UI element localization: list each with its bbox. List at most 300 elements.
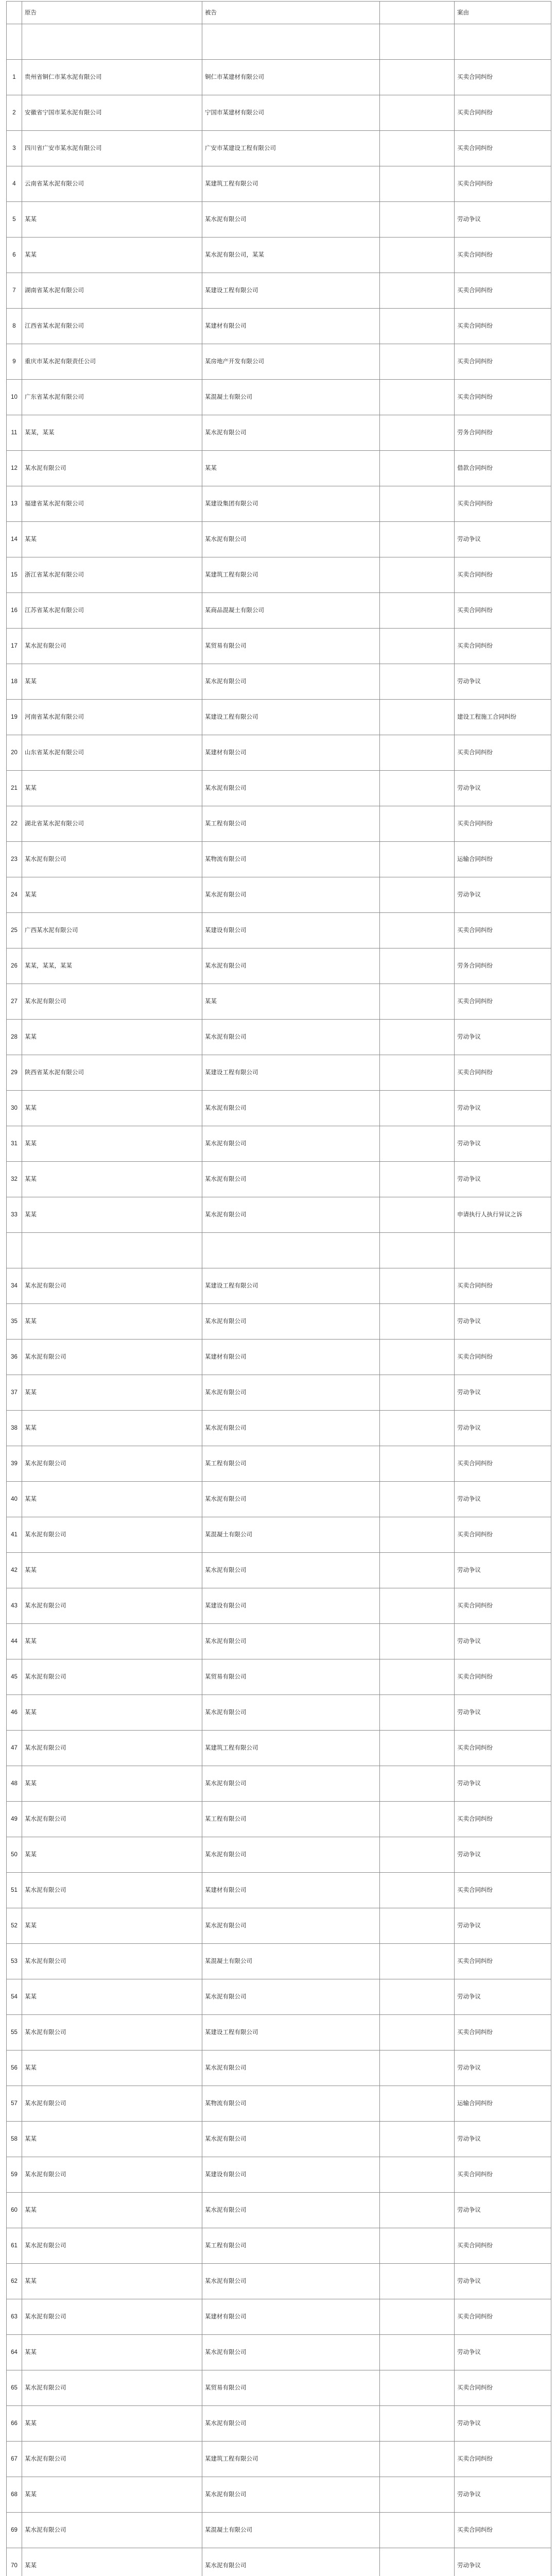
row-number: 58	[7, 2122, 22, 2157]
defendant-cell	[202, 1731, 380, 1766]
plaintiff-cell	[22, 2370, 202, 2406]
plaintiff-cell	[22, 2050, 202, 2086]
cause-cell: 买卖合同纠纷	[455, 166, 551, 202]
plaintiff-cell	[22, 166, 202, 202]
plaintiff-text: 某某	[25, 252, 37, 258]
blank-cell	[380, 1908, 455, 1944]
table-row	[7, 1624, 551, 1659]
defendant-cell	[202, 629, 380, 664]
cause-cell: 劳务合同纠纷	[455, 415, 551, 451]
row-number: 12	[7, 451, 22, 486]
defendant-text: 某水泥有限公司	[205, 679, 247, 685]
plaintiff-text: 某水泥有限公司	[25, 1816, 66, 1822]
cause-cell: 劳动争议	[455, 1304, 551, 1340]
plaintiff-cell	[22, 1659, 202, 1695]
plaintiff-cell	[22, 700, 202, 735]
defendant-text: 某商品混凝土有限公司	[205, 607, 264, 614]
cause-cell: 劳动争议	[455, 1624, 551, 1659]
defendant-text: 某水泥有限公司	[205, 1141, 247, 1147]
table-row	[7, 1659, 551, 1695]
cause-cell: 劳动争议	[455, 2406, 551, 2442]
cause-cell: 买卖合同纠纷	[455, 380, 551, 415]
cause-cell: 劳动争议	[455, 877, 551, 913]
table-row	[7, 95, 551, 131]
plaintiff-text: 某水泥有限公司	[25, 2172, 66, 2178]
cause-cell: 劳动争议	[455, 1766, 551, 1802]
blank-cell	[380, 1482, 455, 1517]
defendant-cell	[202, 2370, 380, 2406]
defendant-cell	[202, 415, 380, 451]
defendant-text: 某水泥有限公司	[205, 2349, 247, 2355]
row-number: 33	[7, 1197, 22, 1233]
plaintiff-cell	[22, 2513, 202, 2548]
row-number: 30	[7, 1091, 22, 1126]
cause-cell: 买卖合同纠纷	[455, 95, 551, 131]
cause-cell: 劳动争议	[455, 1126, 551, 1162]
row-number: 11	[7, 415, 22, 451]
defendant-cell	[202, 1766, 380, 1802]
defendant-text: 某建设工程有限公司	[205, 714, 258, 720]
plaintiff-text: 某某	[25, 1105, 37, 1111]
defendant-text: 某水泥有限公司	[205, 1389, 247, 1396]
cause-cell: 买卖合同纠纷	[455, 309, 551, 344]
table-row	[7, 1304, 551, 1340]
plaintiff-cell	[22, 1944, 202, 1979]
plaintiff-text: 某水泥有限公司	[25, 2100, 66, 2107]
cause-cell: 买卖合同纠纷	[455, 1446, 551, 1482]
blank-cell	[380, 2335, 455, 2370]
plaintiff-text: 某水泥有限公司	[25, 2456, 66, 2462]
blank-cell	[380, 486, 455, 522]
blank-cell	[380, 95, 455, 131]
defendant-cell	[202, 451, 380, 486]
cause-cell: 劳动争议	[455, 1375, 551, 1411]
row-number: 4	[7, 166, 22, 202]
cause-cell: 买卖合同纠纷	[455, 273, 551, 309]
defendant-text: 某建筑工程有限公司	[205, 181, 258, 187]
plaintiff-cell	[22, 238, 202, 273]
table-row	[7, 1731, 551, 1766]
defendant-text: 某水泥有限公司	[205, 2492, 247, 2498]
plaintiff-cell	[22, 2406, 202, 2442]
table-row	[7, 664, 551, 700]
defendant-cell	[202, 2442, 380, 2477]
defendant-text: 某水泥有限公司	[205, 430, 247, 436]
plaintiff-text: 湖南省某水泥有限公司	[25, 287, 84, 294]
cause-cell: 买卖合同纠纷	[455, 1944, 551, 1979]
blank-cell	[380, 2513, 455, 2548]
plaintiff-cell	[22, 2477, 202, 2513]
defendant-cell	[202, 1055, 380, 1091]
row-number: 37	[7, 1375, 22, 1411]
row-number: 49	[7, 1802, 22, 1837]
blank-cell	[380, 1304, 455, 1340]
cause-cell: 买卖合同纠纷	[455, 984, 551, 1020]
table-row	[7, 771, 551, 806]
table-row	[7, 131, 551, 166]
defendant-text: 某建设工程有限公司	[205, 1283, 258, 1289]
cause-cell: 劳动争议	[455, 664, 551, 700]
cause-cell: 劳动争议	[455, 2122, 551, 2157]
plaintiff-cell	[22, 2548, 202, 2576]
plaintiff-cell	[22, 1375, 202, 1411]
blank-cell	[380, 238, 455, 273]
blank-cell	[380, 131, 455, 166]
defendant-text: 某房地产开发有限公司	[205, 359, 264, 365]
defendant-text: 铜仁市某建材有限公司	[205, 74, 264, 80]
plaintiff-cell	[22, 735, 202, 771]
table-row	[7, 2370, 551, 2406]
row-number: 9	[7, 344, 22, 380]
table-row	[7, 2086, 551, 2122]
plaintiff-cell	[22, 664, 202, 700]
row-number: 23	[7, 842, 22, 877]
plaintiff-text: 某某	[25, 2136, 37, 2142]
cause-cell: 买卖合同纠纷	[455, 2228, 551, 2264]
blank-cell	[380, 2157, 455, 2193]
table-body	[7, 24, 551, 2576]
row-number	[7, 1233, 22, 1268]
cause-cell: 运输合同纠纷	[455, 842, 551, 877]
blank-cell	[380, 1340, 455, 1375]
table-row	[7, 24, 551, 60]
table-row	[7, 2015, 551, 2050]
table-row	[7, 309, 551, 344]
table-row	[7, 2264, 551, 2299]
cause-cell: 劳动争议	[455, 771, 551, 806]
plaintiff-cell	[22, 1411, 202, 1446]
defendant-cell	[202, 1837, 380, 1873]
defendant-cell	[202, 557, 380, 593]
cause-cell: 劳动争议	[455, 2193, 551, 2228]
cause-cell: 买卖合同纠纷	[455, 486, 551, 522]
plaintiff-cell	[22, 1126, 202, 1162]
blank-cell	[380, 1375, 455, 1411]
plaintiff-text: 山东省某水泥有限公司	[25, 750, 84, 756]
table-row	[7, 380, 551, 415]
defendant-text: 某建设工程有限公司	[205, 1070, 258, 1076]
blank-cell	[380, 1517, 455, 1553]
plaintiff-text: 某某	[25, 785, 37, 791]
cause-cell: 劳动争议	[455, 1162, 551, 1197]
table-row	[7, 1091, 551, 1126]
header-index	[7, 2, 22, 24]
blank-cell	[380, 1091, 455, 1126]
row-number: 7	[7, 273, 22, 309]
cause-cell: 买卖合同纠纷	[455, 2513, 551, 2548]
plaintiff-text: 某某	[25, 2492, 37, 2498]
plaintiff-cell	[22, 1979, 202, 2015]
table-row	[7, 344, 551, 380]
table-row	[7, 2513, 551, 2548]
cause-cell: 劳动争议	[455, 1091, 551, 1126]
defendant-cell	[202, 1944, 380, 1979]
defendant-text: 某某	[205, 998, 217, 1005]
row-number: 19	[7, 700, 22, 735]
row-number: 60	[7, 2193, 22, 2228]
table-row	[7, 1553, 551, 1588]
table-row	[7, 877, 551, 913]
defendant-cell	[202, 1517, 380, 1553]
blank-cell	[380, 771, 455, 806]
blank-cell	[380, 1411, 455, 1446]
blank-cell	[380, 1695, 455, 1731]
row-number: 70	[7, 2548, 22, 2576]
row-number: 46	[7, 1695, 22, 1731]
cause-cell: 买卖合同纠纷	[455, 131, 551, 166]
table-row	[7, 2299, 551, 2335]
defendant-text: 宁国市某建材有限公司	[205, 110, 264, 116]
row-number: 43	[7, 1588, 22, 1624]
blank-cell	[380, 2228, 455, 2264]
defendant-cell	[202, 1873, 380, 1908]
cause-cell: 劳动争议	[455, 2477, 551, 2513]
blank-cell	[380, 700, 455, 735]
defendant-cell	[202, 131, 380, 166]
row-number: 21	[7, 771, 22, 806]
table-row	[7, 2228, 551, 2264]
defendant-cell	[202, 984, 380, 1020]
defendant-cell	[202, 593, 380, 629]
table-row	[7, 2406, 551, 2442]
blank-cell	[380, 2193, 455, 2228]
table-row	[7, 486, 551, 522]
plaintiff-cell	[22, 629, 202, 664]
row-number: 5	[7, 202, 22, 238]
defendant-cell	[202, 771, 380, 806]
plaintiff-cell	[22, 1446, 202, 1482]
table-row	[7, 1979, 551, 2015]
defendant-cell	[202, 1126, 380, 1162]
plaintiff-cell	[22, 913, 202, 948]
plaintiff-text: 某某	[25, 216, 37, 223]
table-row	[7, 1802, 551, 1837]
row-number: 59	[7, 2157, 22, 2193]
plaintiff-text: 某某	[25, 679, 37, 685]
blank-cell	[380, 1553, 455, 1588]
table-row	[7, 557, 551, 593]
row-number: 10	[7, 380, 22, 415]
row-number: 1	[7, 60, 22, 95]
cause-cell: 买卖合同纠纷	[455, 2370, 551, 2406]
defendant-cell	[202, 1268, 380, 1304]
defendant-cell	[202, 2050, 380, 2086]
table-row	[7, 629, 551, 664]
defendant-text: 某建设有限公司	[205, 927, 247, 934]
plaintiff-text: 某某	[25, 1425, 37, 1431]
plaintiff-text: 某某	[25, 1923, 37, 1929]
cause-cell: 劳动争议	[455, 1020, 551, 1055]
row-number: 40	[7, 1482, 22, 1517]
table-row	[7, 1020, 551, 1055]
plaintiff-text: 某某	[25, 2349, 37, 2355]
blank-cell	[380, 2477, 455, 2513]
cause-cell: 买卖合同纠纷	[455, 60, 551, 95]
plaintiff-cell	[22, 2086, 202, 2122]
defendant-text: 广安市某建设工程有限公司	[205, 145, 276, 151]
plaintiff-cell	[22, 877, 202, 913]
defendant-cell	[202, 2299, 380, 2335]
header-row	[7, 2, 551, 24]
table-row	[7, 735, 551, 771]
plaintiff-text: 某水泥有限公司	[25, 1745, 66, 1751]
blank-cell	[380, 1126, 455, 1162]
blank-cell	[380, 1731, 455, 1766]
blank-cell	[380, 1873, 455, 1908]
row-number: 24	[7, 877, 22, 913]
blank-cell	[380, 1197, 455, 1233]
cause-cell: 劳动争议	[455, 2335, 551, 2370]
row-number: 22	[7, 806, 22, 842]
defendant-text: 某建筑工程有限公司	[205, 2456, 258, 2462]
plaintiff-text: 某某	[25, 1318, 37, 1325]
header-cause: 案由	[455, 2, 551, 24]
cause-cell: 买卖合同纠纷	[455, 2015, 551, 2050]
table-row	[7, 1233, 551, 1268]
defendant-text: 某水泥有限公司	[205, 1852, 247, 1858]
row-number: 62	[7, 2264, 22, 2299]
table-row	[7, 1375, 551, 1411]
table-row	[7, 1055, 551, 1091]
table-row	[7, 1446, 551, 1482]
blank-cell	[380, 1802, 455, 1837]
plaintiff-cell	[22, 1162, 202, 1197]
defendant-cell	[202, 24, 380, 60]
table-row	[7, 1908, 551, 1944]
blank-cell	[380, 2299, 455, 2335]
blank-cell	[380, 1766, 455, 1802]
defendant-cell	[202, 842, 380, 877]
defendant-text: 某建设有限公司	[205, 2172, 247, 2178]
table-row	[7, 1268, 551, 1304]
defendant-cell	[202, 806, 380, 842]
plaintiff-cell	[22, 1802, 202, 1837]
cause-cell: 买卖合同纠纷	[455, 1517, 551, 1553]
defendant-text: 某水泥有限公司	[205, 1709, 247, 1716]
defendant-text: 某水泥有限公司	[205, 2207, 247, 2213]
defendant-cell	[202, 948, 380, 984]
defendant-text: 某贸易有限公司	[205, 1674, 247, 1680]
table-row	[7, 1588, 551, 1624]
defendant-cell	[202, 1659, 380, 1695]
blank-cell	[380, 2264, 455, 2299]
table-row	[7, 1197, 551, 1233]
cause-cell: 借款合同纠纷	[455, 451, 551, 486]
table-row	[7, 2122, 551, 2157]
row-number: 16	[7, 593, 22, 629]
defendant-text: 某建材有限公司	[205, 323, 247, 329]
blank-cell	[380, 735, 455, 771]
blank-cell	[380, 1659, 455, 1695]
blank-cell	[380, 664, 455, 700]
plaintiff-text: 某某	[25, 1994, 37, 2000]
table-row	[7, 806, 551, 842]
row-number	[7, 24, 22, 60]
blank-cell	[380, 1055, 455, 1091]
cause-cell: 买卖合同纠纷	[455, 344, 551, 380]
defendant-cell	[202, 735, 380, 771]
defendant-text: 某贸易有限公司	[205, 643, 247, 649]
defendant-text: 某建材有限公司	[205, 1887, 247, 1893]
defendant-cell	[202, 1233, 380, 1268]
row-number: 34	[7, 1268, 22, 1304]
plaintiff-cell	[22, 522, 202, 557]
table-row	[7, 842, 551, 877]
plaintiff-text: 某某	[25, 536, 37, 543]
plaintiff-cell	[22, 2122, 202, 2157]
defendant-cell	[202, 273, 380, 309]
defendant-cell	[202, 344, 380, 380]
row-number: 29	[7, 1055, 22, 1091]
blank-cell	[380, 2122, 455, 2157]
defendant-cell	[202, 2015, 380, 2050]
plaintiff-text: 某某	[25, 1141, 37, 1147]
row-number: 67	[7, 2442, 22, 2477]
defendant-text: 某水泥有限公司	[205, 216, 247, 223]
plaintiff-cell	[22, 131, 202, 166]
defendant-text: 某物流有限公司	[205, 856, 247, 862]
row-number: 17	[7, 629, 22, 664]
blank-cell	[380, 2086, 455, 2122]
header-defendant: 被告	[202, 2, 380, 24]
plaintiff-cell	[22, 2193, 202, 2228]
blank-cell	[380, 1268, 455, 1304]
blank-cell	[380, 984, 455, 1020]
cause-cell: 劳动争议	[455, 202, 551, 238]
plaintiff-text: 某某	[25, 892, 37, 898]
plaintiff-text: 某水泥有限公司	[25, 856, 66, 862]
row-number: 61	[7, 2228, 22, 2264]
blank-cell	[380, 451, 455, 486]
plaintiff-cell	[22, 948, 202, 984]
plaintiff-cell	[22, 557, 202, 593]
plaintiff-text: 浙江省某水泥有限公司	[25, 572, 84, 578]
defendant-cell	[202, 2193, 380, 2228]
cause-cell: 劳动争议	[455, 1979, 551, 2015]
plaintiff-text: 某水泥有限公司	[25, 1354, 66, 1360]
defendant-cell	[202, 95, 380, 131]
defendant-cell	[202, 1340, 380, 1375]
blank-cell	[380, 380, 455, 415]
plaintiff-cell	[22, 1695, 202, 1731]
defendant-cell	[202, 664, 380, 700]
plaintiff-text: 某某	[25, 2563, 37, 2569]
defendant-text: 某工程有限公司	[205, 1816, 247, 1822]
row-number: 26	[7, 948, 22, 984]
plaintiff-cell	[22, 806, 202, 842]
row-number: 45	[7, 1659, 22, 1695]
row-number: 53	[7, 1944, 22, 1979]
row-number: 18	[7, 664, 22, 700]
plaintiff-text: 某某	[25, 1212, 37, 1218]
plaintiff-cell	[22, 95, 202, 131]
defendant-text: 某建设有限公司	[205, 1603, 247, 1609]
plaintiff-text: 某某	[25, 1034, 37, 1040]
blank-cell	[380, 273, 455, 309]
plaintiff-text: 江西省某水泥有限公司	[25, 323, 84, 329]
blank-cell	[380, 202, 455, 238]
row-number: 35	[7, 1304, 22, 1340]
plaintiff-cell	[22, 273, 202, 309]
row-number: 6	[7, 238, 22, 273]
table-row	[7, 1340, 551, 1375]
defendant-text: 某水泥有限公司	[205, 1781, 247, 1787]
defendant-text: 某建材有限公司	[205, 1354, 247, 1360]
row-number: 42	[7, 1553, 22, 1588]
blank-cell	[380, 1162, 455, 1197]
row-number: 20	[7, 735, 22, 771]
cause-cell: 申请执行人执行异议之诉	[455, 1197, 551, 1233]
